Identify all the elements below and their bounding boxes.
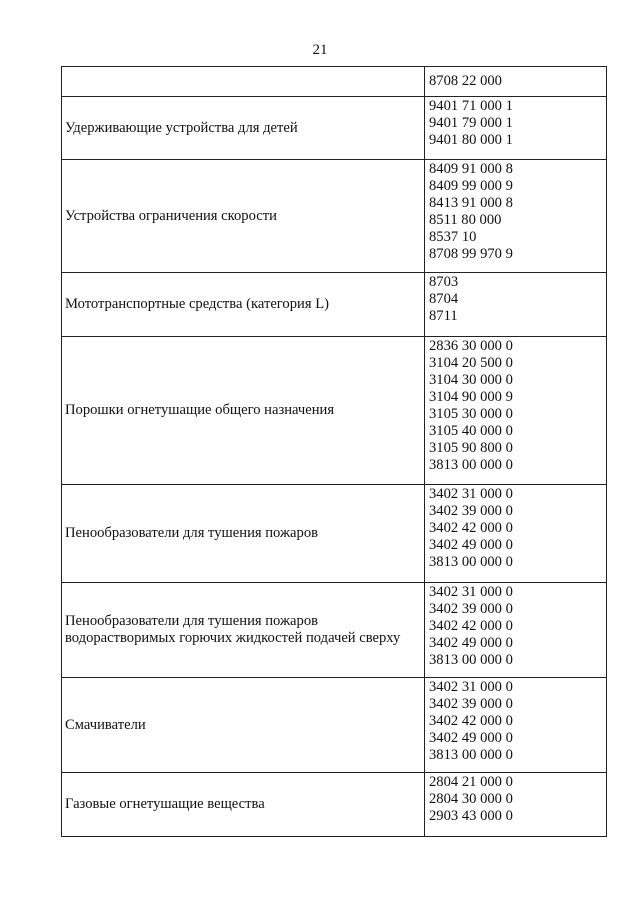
product-name: Газовые огнетушащие вещества [65,796,265,812]
product-name-cell [62,97,425,160]
table-row [62,773,607,837]
code: 9401 71 000 1 [429,98,513,114]
codes-cell [425,485,607,583]
codes-cell [425,583,607,678]
product-codes-table [61,66,607,837]
code: 3105 90 800 0 [429,440,513,456]
code: 3402 39 000 0 [429,601,513,617]
code: 8537 10 [429,229,477,245]
code: 3402 49 000 0 [429,635,513,651]
code: 3104 90 000 9 [429,389,513,405]
code: 3402 31 000 0 [429,584,513,600]
codes-cell [425,97,607,160]
product-name: Пенообразователи для тушения пожаров [65,525,319,541]
product-name-cell [62,583,425,678]
code: 3813 00 000 0 [429,747,513,763]
code: 9401 80 000 1 [429,132,513,148]
table-row [62,583,607,678]
codes-cell [425,273,607,337]
code: 8413 91 000 8 [429,195,513,211]
product-name: Мототранспортные средства (категория L) [65,296,329,312]
code: 3402 42 000 0 [429,713,513,729]
table-row [62,273,607,337]
code: 8409 91 000 8 [429,161,513,177]
code: 3105 40 000 0 [429,423,513,439]
product-name-cell [62,678,425,773]
code: 3813 00 000 0 [429,457,513,473]
table-row [62,337,607,485]
code: 3402 31 000 0 [429,679,513,695]
code: 3402 31 000 0 [429,486,513,502]
code: 3402 42 000 0 [429,618,513,634]
codes-cell [425,773,607,837]
code: 3402 42 000 0 [429,520,513,536]
code: 3402 39 000 0 [429,503,513,519]
table-row [62,160,607,273]
table-row [62,678,607,773]
codes-cell [425,678,607,773]
product-name: Удерживающие устройства для детей [65,119,298,136]
code: 3104 20 500 0 [429,355,513,371]
code: 2903 43 000 0 [429,808,513,824]
product-name: Пенообразователи для тушения пожаров водорастворимых горючих жидкостей подачей сверху [65,613,401,646]
code: 8511 80 000 [429,212,502,228]
code: 3402 49 000 0 [429,730,513,746]
product-name-cell [62,67,425,97]
code: 8704 [429,291,459,307]
code: 8708 99 970 9 [429,246,513,262]
product-name-cell [62,337,425,485]
table-row [62,67,607,97]
code: 8703 [429,274,459,290]
code: 8409 99 000 9 [429,178,513,194]
code: 3104 30 000 0 [429,372,513,388]
code: 8711 [429,308,458,324]
code: 3402 49 000 0 [429,537,513,553]
product-name: Смачиватели [65,716,146,733]
codes-cell [425,160,607,273]
product-name-cell [62,273,425,337]
product-name-cell [62,160,425,273]
code: 2804 21 000 0 [429,774,513,790]
code: 3105 30 000 0 [429,406,513,422]
code: 9401 79 000 1 [429,115,513,131]
codes-cell [425,337,607,485]
code: 8708 22 000 [429,73,502,89]
product-name: Порошки огнетушащие общего назначения [65,402,335,418]
page-number: 21 [312,42,328,58]
table-row [62,485,607,583]
product-name: Устройства ограничения скорости [65,207,277,224]
table-body [62,67,607,837]
product-name-cell [62,773,425,837]
code: 2836 30 000 0 [429,338,513,354]
code: 3402 39 000 0 [429,696,513,712]
code: 2804 30 000 0 [429,791,513,807]
table-row [62,97,607,160]
code: 3813 00 000 0 [429,554,513,570]
codes-cell [425,67,607,97]
code: 3813 00 000 0 [429,652,513,668]
product-name-cell [62,485,425,583]
